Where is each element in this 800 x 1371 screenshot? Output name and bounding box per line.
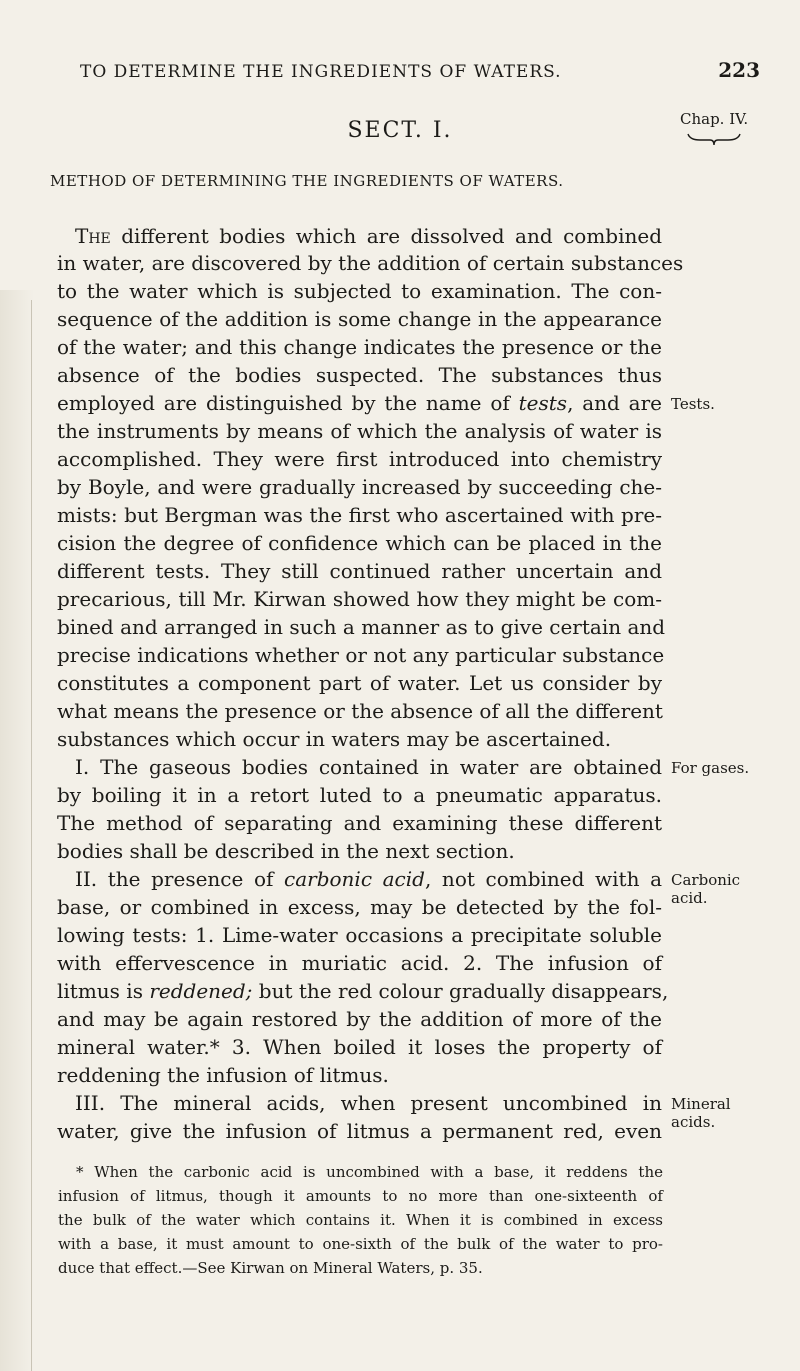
body-line: lowing tests: 1. Lime-water occasions a precipitate soluble — [57, 923, 662, 947]
body-line-part: employed are distinguished by the name of — [57, 391, 519, 415]
body-line-part: but the red colour gradually disappears, — [252, 979, 669, 1003]
body-line: sequence of the addition is some change in the appearance — [57, 307, 662, 331]
body-line: I. The gaseous bodies contained in water are obtained — [75, 755, 662, 779]
body-line: III. The mineral acids, when present uncombined in — [75, 1091, 662, 1115]
body-line: cision the degree of confidence which can be placed in the — [57, 531, 662, 555]
margin-note-carbonic-2: acid. — [671, 889, 708, 907]
body-line: water, give the infusion of litmus a permanent red, even — [57, 1119, 662, 1143]
brace-icon — [686, 132, 742, 146]
footnote-line: infusion of litmus, though it amounts to no more than one-sixteenth of — [58, 1187, 663, 1205]
body-line: bined and arranged in such a manner as to give certain and — [57, 615, 666, 639]
body-line-part: litmus is — [57, 979, 150, 1003]
margin-note-gases: For gases. — [671, 759, 750, 777]
body-line: reddening the infusion of litmus. — [57, 1063, 389, 1087]
margin-note-tests: Tests. — [671, 395, 715, 413]
section-title: METHOD OF DETERMINING THE INGREDIENTS OF WATERS. — [50, 172, 564, 190]
body-line: by Boyle, and were gradually increased by succeeding che- — [57, 475, 662, 499]
body-line: in water, are discovered by the addition of certain substances — [57, 251, 684, 275]
body-line-part: , not combined with a — [424, 867, 662, 891]
footnote-line: * When the carbonic acid is uncombined with a base, it reddens the — [76, 1163, 663, 1181]
page-number: 223 — [718, 58, 760, 82]
body-line: base, or combined in excess, may be detected by the fol- — [57, 895, 662, 919]
body-line-emphasis: carbonic acid — [284, 867, 425, 891]
body-line: the instruments by means of which the analysis of water is — [57, 419, 662, 443]
body-line-part: , and are — [567, 391, 662, 415]
chapter-label: Chap. IV. — [680, 110, 749, 128]
body-line: accomplished. They were first introduced into chemistry — [57, 447, 662, 471]
body-line — [75, 226, 662, 246]
body-line: bodies shall be described in the next section. — [57, 839, 515, 863]
body-line: absence of the bodies suspected. The substances thus — [57, 363, 662, 387]
body-line — [57, 393, 662, 413]
body-line — [57, 979, 669, 1003]
body-line: to the water which is subjected to examination. The con- — [57, 279, 662, 303]
margin-note-mineral-2: acids. — [671, 1113, 716, 1131]
footnote-line: duce that effect.—See Kirwan on Mineral Waters, p. 35. — [58, 1259, 483, 1277]
body-line-rest: different bodies which are dissolved and combined — [110, 224, 662, 248]
body-line-emphasis: tests — [518, 391, 568, 415]
footnote-line: the bulk of the water which contains it. When it is combined in excess — [58, 1211, 663, 1229]
body-line: substances which occur in waters may be ascertained. — [57, 727, 612, 751]
body-line: by boiling it in a retort luted to a pneumatic apparatus. — [57, 783, 662, 807]
body-line-emphasis: reddened; — [149, 979, 253, 1003]
body-line: mineral water.* 3. When boiled it loses the property of — [57, 1035, 662, 1059]
gutter-line — [31, 300, 32, 1371]
margin-note-carbonic: Carbonic — [671, 871, 741, 889]
running-head: TO DETERMINE THE INGREDIENTS OF WATERS. — [80, 62, 562, 82]
section-heading: SECT. I. — [347, 118, 453, 143]
body-line-first-word: The — [75, 224, 111, 248]
body-line: constitutes a component part of water. Let us consider by — [57, 671, 662, 695]
page-gutter-shadow — [0, 290, 34, 1371]
body-line: with effervescence in muriatic acid. 2. The infusion of — [57, 951, 662, 975]
body-line: precise indications whether or not any particular substance — [57, 643, 665, 667]
body-line: different tests. They still continued rather uncertain and — [57, 559, 662, 583]
body-line: mists: but Bergman was the first who ascertained with pre- — [57, 503, 662, 527]
body-line: of the water; and this change indicates the presence or the — [57, 335, 662, 359]
body-line — [75, 869, 662, 889]
margin-note-mineral: Mineral — [671, 1095, 731, 1113]
footnote-line: with a base, it must amount to one-sixth of the bulk of the water to pro- — [58, 1235, 663, 1253]
body-line: what means the presence or the absence of all the different — [57, 699, 663, 723]
body-line-part: II. the presence of — [75, 867, 285, 891]
body-line: The method of separating and examining these different — [57, 811, 662, 835]
body-line: precarious, till Mr. Kirwan showed how they might be com- — [57, 587, 662, 611]
body-line: and may be again restored by the addition of more of the — [57, 1007, 662, 1031]
